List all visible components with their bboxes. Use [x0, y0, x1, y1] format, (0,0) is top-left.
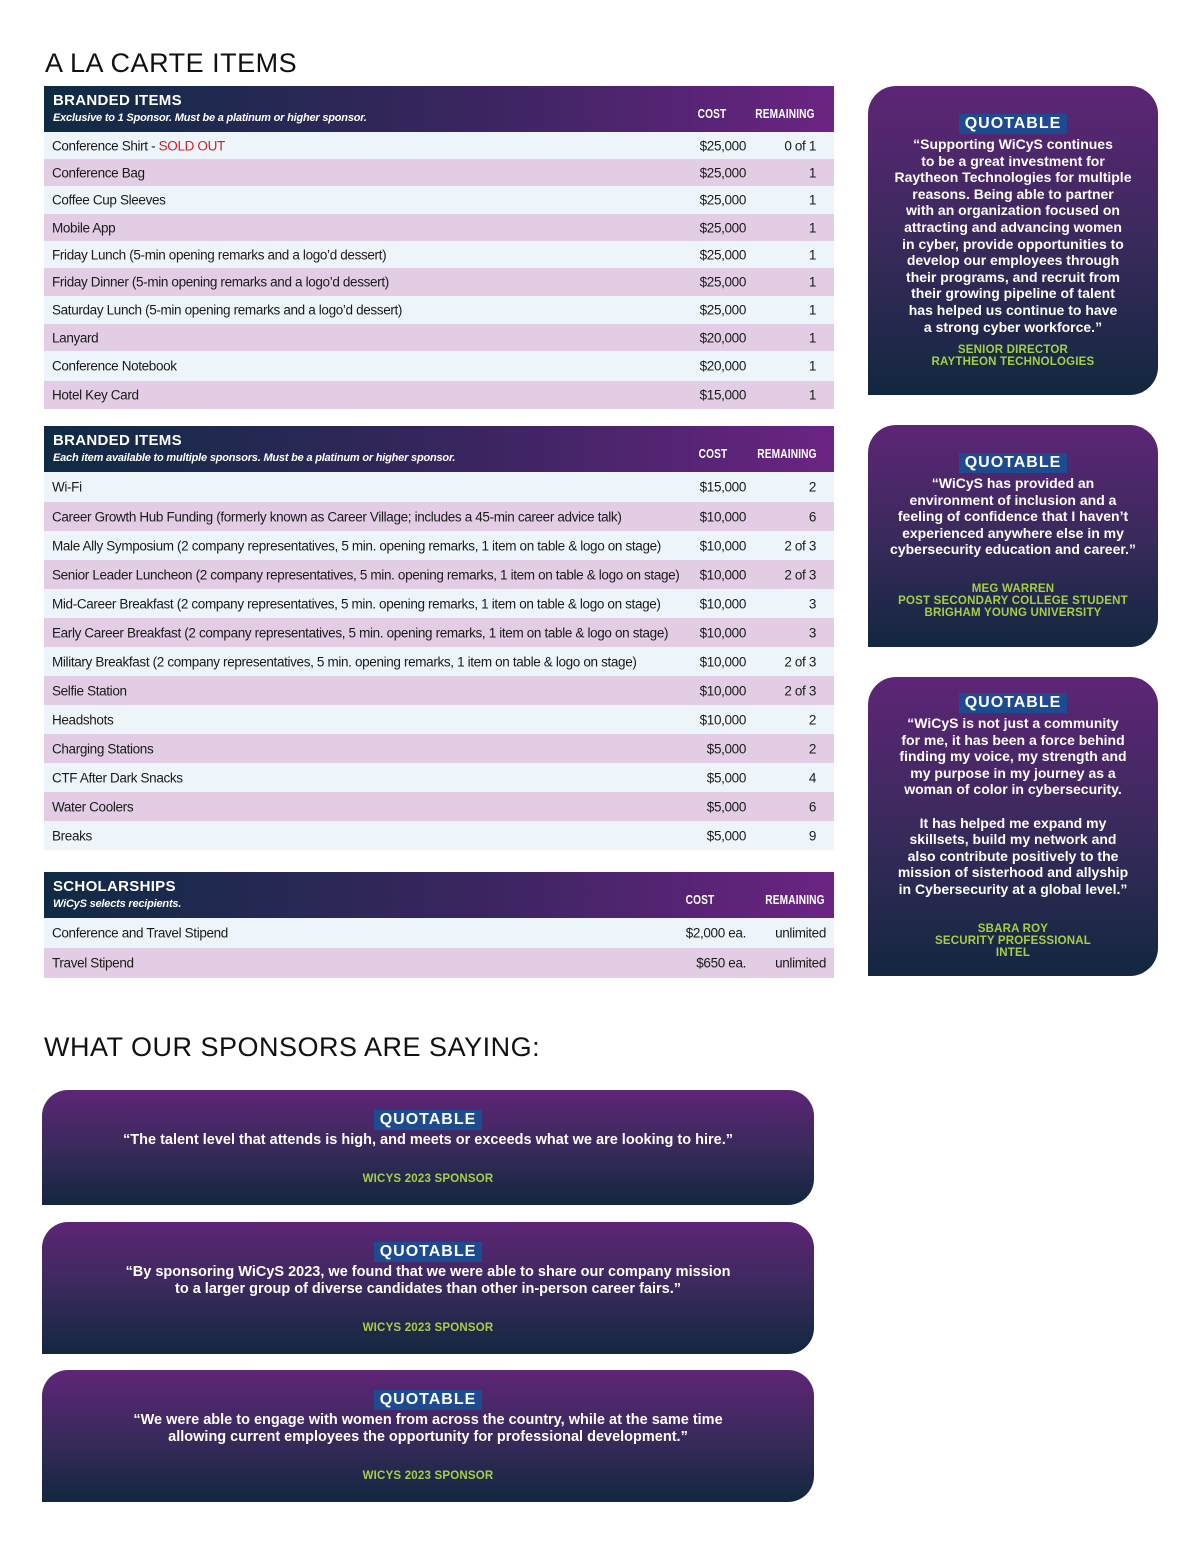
item-remaining: 1: [808, 192, 816, 208]
item-name: Senior Leader Luncheon (2 company representatives, 5 min. opening remarks, 1 item on table & logo on stage): [52, 567, 680, 582]
item-name-cell: [52, 567, 679, 582]
item-remaining: 1: [808, 358, 816, 374]
item-name-cell: [52, 220, 115, 235]
section-heading-a-la-carte: A LA CARTE ITEMS: [45, 48, 298, 78]
quotable-badge-wrap: [42, 1242, 814, 1262]
quotable-badge: QUOTABLE: [959, 453, 1068, 473]
item-remaining: 2 of 3: [784, 567, 816, 582]
attribution-line: SECURITY PROFESSIONAL: [934, 935, 1092, 947]
quote-line: “Supporting WiCyS continues: [913, 136, 1113, 152]
item-remaining: 3: [808, 625, 816, 640]
table-row: [44, 531, 834, 560]
item-remaining: 1: [808, 220, 816, 235]
quote-line: also contribute positively to the: [907, 847, 1119, 864]
quote-card: [868, 86, 1158, 395]
quote-line: with an organization focused on: [906, 202, 1120, 219]
quote-attribution: [42, 1173, 814, 1185]
attribution-line: INTEL: [995, 947, 1031, 959]
item-name: Breaks: [52, 828, 92, 843]
table-row: [44, 618, 834, 647]
item-cost: $20,000: [699, 358, 746, 374]
table-row: [44, 918, 834, 948]
table-title: SCHOLARSHIPS: [53, 878, 176, 895]
table-row: [44, 296, 834, 324]
item-cost: $25,000: [699, 220, 746, 235]
quote-card: [42, 1222, 814, 1354]
quotable-badge: QUOTABLE: [374, 1110, 483, 1130]
item-name: Mid-Career Breakfast (2 company representatives, 5 min. opening remarks, 1 item on table & logo on stage): [52, 596, 661, 611]
item-cost: $10,000: [699, 683, 746, 698]
table-row: [44, 705, 834, 734]
quote-line: environment of inclusion and a: [909, 491, 1117, 508]
quote-line: their growing pipeline of talent: [911, 285, 1115, 302]
item-name: Water Coolers: [52, 799, 134, 814]
item-remaining: unlimited: [775, 925, 826, 941]
item-cost: $15,000: [699, 479, 746, 495]
quote-line: cybersecurity education and career.”: [890, 541, 1136, 558]
quote-attribution: [868, 344, 1158, 368]
item-name-cell: [52, 509, 621, 524]
quote-card: [868, 425, 1158, 647]
table-row: [44, 159, 834, 186]
quotable-badge-wrap: [868, 453, 1158, 473]
quote-attribution: [868, 923, 1158, 959]
item-name: Headshots: [52, 712, 114, 727]
item-name-cell: [52, 741, 153, 756]
item-cost: $5,000: [706, 741, 746, 756]
column-header-remaining: REMAINING: [765, 892, 825, 907]
item-name-cell: [52, 538, 661, 553]
branded-items-exclusive-table: [44, 86, 834, 409]
item-remaining: 2: [808, 479, 816, 495]
table-header: [44, 426, 834, 472]
item-cost: $15,000: [699, 387, 746, 403]
table-row: [44, 948, 834, 978]
table-header: [44, 872, 834, 918]
attribution-line: BRIGHAM YOUNG UNIVERSITY: [924, 607, 1102, 619]
quotable-badge: QUOTABLE: [374, 1242, 483, 1262]
table-title: BRANDED ITEMS: [53, 92, 182, 109]
column-header-remaining: REMAINING: [757, 446, 817, 461]
item-name: Military Breakfast (2 company representatives, 5 min. opening remarks, 1 item on table & logo on stage): [52, 654, 637, 669]
quote-line: “The talent level that attends is high, and meets or exceeds what we are looking to hire.”: [123, 1132, 733, 1148]
item-name-cell: [52, 596, 661, 611]
quote-line: mission of sisterhood and allyship: [897, 864, 1129, 881]
quote-line: in Cybersecurity at a global level.”: [898, 880, 1128, 897]
quote-line: Raytheon Technologies for multiple: [894, 169, 1132, 186]
item-remaining: 2 of 3: [784, 683, 816, 698]
quote-card: [42, 1370, 814, 1502]
quotable-badge: QUOTABLE: [959, 693, 1068, 713]
table-row: [44, 676, 834, 705]
quote-line: attracting and advancing women: [904, 218, 1122, 235]
scholarships-table: [44, 872, 834, 978]
quote-line: their programs, and recruit from: [906, 268, 1120, 285]
item-name-cell: [52, 799, 133, 814]
item-remaining: 1: [808, 302, 816, 318]
quote-line: “WiCyS is not just a community: [907, 715, 1119, 731]
item-remaining: 1: [808, 165, 816, 180]
table-row: [44, 589, 834, 618]
table-row: [44, 324, 834, 351]
item-name-cell: [52, 654, 637, 669]
section-heading-sponsors-saying: WHAT OUR SPONSORS ARE SAYING:: [44, 1032, 541, 1062]
item-remaining: 4: [808, 770, 816, 785]
item-name: Mobile App: [52, 220, 116, 235]
table-row: [44, 560, 834, 589]
item-cost: $25,000: [699, 274, 746, 290]
quote-text: [868, 475, 1158, 558]
item-name: Conference Bag: [52, 165, 145, 180]
quote-line: in cyber, provide opportunities to: [902, 235, 1124, 252]
item-name: Lanyard: [52, 330, 99, 345]
item-name: Career Growth Hub Funding (formerly known as Career Village; includes a 45-min career advice talk): [52, 509, 622, 524]
item-name-cell: [52, 712, 113, 727]
quote-line: It has helped me expand my: [919, 814, 1107, 831]
item-name: Saturday Lunch (5-min opening remarks and a logo’d dessert): [52, 302, 403, 318]
quote-line: to a larger group of diverse candidates than other in-person career fairs.”: [174, 1280, 682, 1297]
item-name: Hotel Key Card: [52, 387, 139, 403]
item-remaining: 0 of 1: [784, 138, 816, 153]
branded-items-multiple-table: [44, 426, 834, 850]
attribution-line: SBARA ROY: [977, 923, 1049, 935]
quote-card: [42, 1090, 814, 1205]
item-remaining: 2 of 3: [784, 538, 816, 553]
item-cost: $20,000: [699, 330, 746, 345]
item-name-cell: [52, 828, 92, 843]
item-cost: $5,000: [706, 799, 746, 814]
item-name-cell: [52, 138, 225, 153]
quotable-badge: QUOTABLE: [959, 114, 1068, 134]
item-name-cell: [52, 275, 389, 290]
item-name: Travel Stipend: [52, 955, 134, 971]
item-name-cell: [52, 683, 127, 698]
item-name-cell: [52, 330, 98, 345]
quote-line: my purpose in my journey as a: [910, 764, 1116, 781]
item-remaining: 2: [808, 741, 816, 756]
item-name: CTF After Dark Snacks: [52, 770, 183, 785]
quote-line: “By sponsoring WiCyS 2023, we found that we were able to share our company mission: [125, 1264, 731, 1280]
item-remaining: 9: [808, 828, 816, 843]
quote-line: “WiCyS has provided an: [931, 475, 1095, 491]
item-name: Selfie Station: [52, 683, 127, 698]
item-name: Male Ally Symposium (2 company representatives, 5 min. opening remarks, 1 item on table & logo on stage): [52, 538, 661, 553]
quote-text: [868, 136, 1158, 335]
quote-line: to be a great investment for: [921, 152, 1105, 169]
item-cost: $10,000: [699, 567, 746, 582]
item-cost: $10,000: [699, 625, 746, 640]
quotable-badge: QUOTABLE: [374, 1390, 483, 1410]
item-name: Conference Shirt -: [52, 138, 159, 153]
item-remaining: unlimited: [775, 955, 826, 971]
table-subtitle: WiCyS selects recipients.: [53, 898, 182, 910]
quotable-badge-wrap: [42, 1390, 814, 1410]
table-row: [44, 241, 834, 268]
table-row: [44, 821, 834, 850]
item-remaining: 2: [808, 712, 816, 727]
item-cost: $650 ea.: [696, 955, 746, 971]
table-row: [44, 381, 834, 409]
quote-line: develop our employees through: [906, 252, 1120, 269]
quotable-badge-wrap: [868, 693, 1158, 713]
item-name-cell: [52, 193, 166, 208]
quote-line: [868, 798, 1158, 815]
item-remaining: 1: [808, 387, 816, 403]
quote-line: reasons. Being able to partner: [912, 185, 1114, 202]
quote-line: allowing current employees the opportunity for professional development.”: [168, 1428, 688, 1445]
quote-line: finding my voice, my strength and: [899, 748, 1127, 765]
quote-line: experienced anywhere else in my: [902, 524, 1124, 541]
table-row: [44, 351, 834, 381]
item-name: Conference and Travel Stipend: [52, 925, 228, 941]
table-row: [44, 502, 834, 531]
attribution-line: WICYS 2023 SPONSOR: [362, 1173, 494, 1185]
quote-card: [868, 677, 1158, 976]
item-remaining: 1: [808, 274, 816, 290]
table-row: [44, 763, 834, 792]
table-row: [44, 268, 834, 296]
table-row: [44, 792, 834, 821]
item-name-cell: [52, 359, 177, 374]
item-cost: $10,000: [699, 538, 746, 553]
item-name: Early Career Breakfast (2 company representatives, 5 min. opening remarks, 1 item on table & logo on stage): [52, 625, 669, 640]
item-remaining: 2 of 3: [784, 654, 816, 669]
table-title: BRANDED ITEMS: [53, 432, 182, 449]
item-cost: $25,000: [699, 192, 746, 208]
sold-out-label: SOLD OUT: [158, 138, 225, 153]
item-cost: $10,000: [699, 509, 746, 524]
table-subtitle: Each item available to multiple sponsors. Must be a platinum or higher sponsor.: [53, 452, 456, 464]
item-remaining: 1: [808, 247, 816, 262]
column-header-cost: COST: [697, 106, 727, 121]
table-row: [44, 647, 834, 676]
quote-attribution: [868, 583, 1158, 619]
attribution-line: MEG WARREN: [971, 583, 1055, 595]
item-name-cell: [52, 625, 668, 640]
item-name-cell: [52, 247, 386, 262]
item-cost: $25,000: [699, 302, 746, 318]
item-name-cell: [52, 165, 145, 180]
quote-text: [42, 1412, 814, 1445]
item-name: Charging Stations: [52, 741, 154, 756]
table-row: [44, 132, 834, 159]
column-header-remaining: REMAINING: [755, 106, 815, 121]
quote-line: woman of color in cybersecurity.: [904, 781, 1122, 798]
item-remaining: 6: [808, 799, 816, 814]
item-name-cell: [52, 770, 183, 785]
column-header-cost: COST: [698, 446, 728, 461]
quote-attribution: [42, 1322, 814, 1334]
item-name: Friday Lunch (5-min opening remarks and a logo’d dessert): [52, 247, 387, 262]
attribution-line: POST SECONDARY COLLEGE STUDENT: [898, 595, 1128, 607]
item-remaining: 6: [808, 509, 816, 524]
quote-line: “We were able to engage with women from across the country, while at the same time: [133, 1412, 723, 1428]
table-header: [44, 86, 834, 132]
item-name-cell: [52, 480, 82, 495]
attribution-line: WICYS 2023 SPONSOR: [362, 1470, 494, 1482]
quotable-badge-wrap: [42, 1110, 814, 1130]
quote-line: skillsets, build my network and: [909, 831, 1117, 848]
item-name: Conference Notebook: [52, 358, 177, 374]
item-cost: $5,000: [706, 770, 746, 785]
table-row: [44, 734, 834, 763]
item-cost: $25,000: [699, 138, 746, 153]
item-cost: $10,000: [699, 654, 746, 669]
item-cost: $25,000: [699, 247, 746, 262]
quote-text: [42, 1264, 814, 1297]
quote-line: has helped us continue to have: [908, 301, 1118, 318]
quotable-badge-wrap: [868, 114, 1158, 134]
quote-line: feeling of confidence that I haven’t: [897, 508, 1129, 525]
attribution-line: WICYS 2023 SPONSOR: [362, 1322, 494, 1334]
attribution-line: RAYTHEON TECHNOLOGIES: [931, 356, 1095, 368]
item-name: Coffee Cup Sleeves: [52, 192, 166, 208]
item-cost: $10,000: [699, 596, 746, 611]
table-row: [44, 214, 834, 241]
item-remaining: 1: [808, 330, 816, 345]
table-row: [44, 186, 834, 214]
item-name-cell: [52, 926, 228, 941]
item-name: Friday Dinner (5-min opening remarks and a logo’d dessert): [52, 274, 389, 290]
quote-attribution: [42, 1470, 814, 1482]
item-cost: $10,000: [699, 712, 746, 727]
attribution-line: SENIOR DIRECTOR: [957, 344, 1069, 356]
column-header-cost: COST: [685, 892, 715, 907]
item-name-cell: [52, 956, 134, 971]
item-remaining: 3: [808, 596, 816, 611]
item-name: Wi-Fi: [52, 479, 82, 495]
quote-text: [868, 715, 1158, 898]
item-cost: $2,000 ea.: [685, 925, 746, 941]
quote-line: for me, it has been a force behind: [901, 731, 1125, 748]
item-name-cell: [52, 303, 402, 318]
quote-line: a strong cyber workforce.”: [923, 318, 1103, 335]
quote-text: [42, 1132, 814, 1149]
item-cost: $5,000: [706, 828, 746, 843]
table-subtitle: Exclusive to 1 Sponsor. Must be a platinum or higher sponsor.: [53, 112, 367, 124]
table-row: [44, 472, 834, 502]
item-cost: $25,000: [699, 165, 746, 180]
item-name-cell: [52, 388, 139, 403]
